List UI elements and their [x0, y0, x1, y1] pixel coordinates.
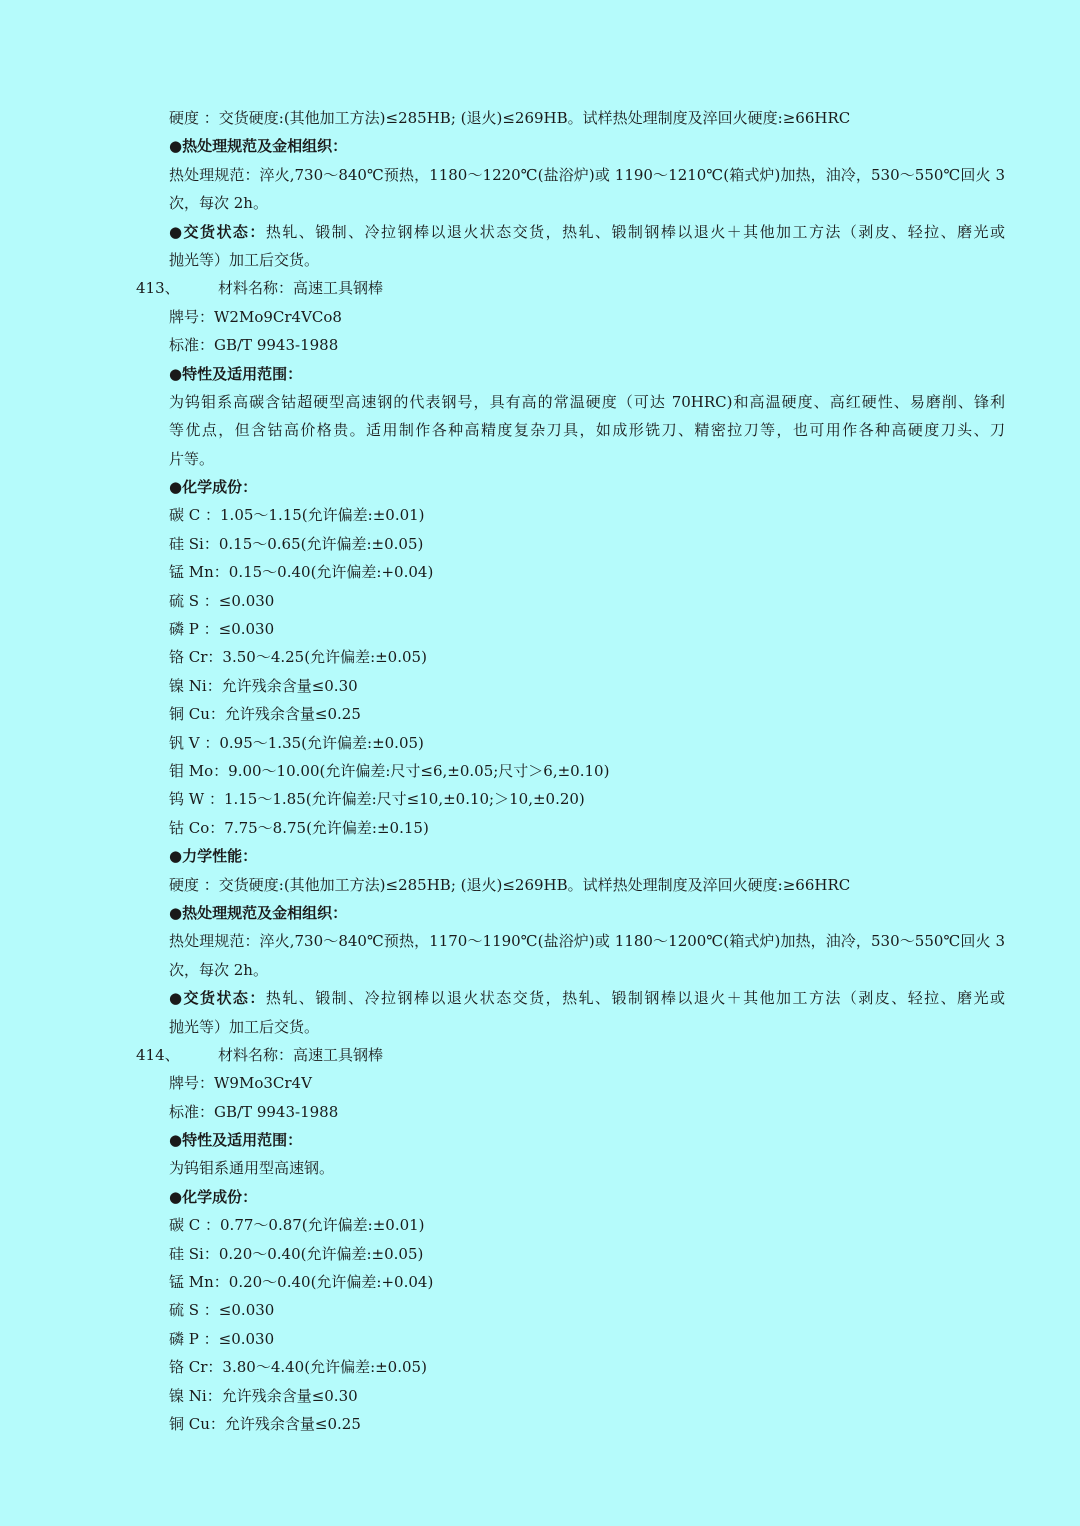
hardness-line: 硬度 ：交货硬度:(其他加工方法)≤285HB; (退火)≤269HB。试样热处理制度及淬回火硬度:≥66HRC [169, 875, 851, 894]
heat-treatment-line: 热处理规范：淬火,730～840℃预热，1170～1190℃(盐浴炉)或 1180～1200℃(箱式炉)加热，油冷，530～550℃回火 3 [169, 932, 1005, 951]
grade-line: 牌号：W9Mo3Cr4V [169, 1074, 312, 1093]
chem-phosphorus: 磷 P ：≤0.030 [169, 620, 275, 639]
chemistry-heading: ●化学成份： [169, 1187, 258, 1206]
heat-treatment-heading: ●热处理规范及金相组织： [169, 137, 348, 156]
chem-tungsten: 钨 W ：1.15～1.85(允许偏差:尺寸≤10,±0.10;＞10,±0.20) [169, 790, 585, 809]
heat-treatment-line: 热处理规范：淬火,730～840℃预热，1180～1220℃(盐浴炉)或 1190～1210℃(箱式炉)加热，油冷，530～550℃回火 3 [169, 165, 1005, 184]
properties-line: 为钨钼系通用型高速钢。 [169, 1159, 335, 1178]
chem-manganese: 锰 Mn：0.15～0.40(允许偏差:+0.04) [169, 563, 434, 582]
item-number: 414、 [136, 1045, 180, 1064]
item-number: 413、 [136, 279, 180, 298]
chem-nickel: 镍 Ni：允许残余含量≤0.30 [169, 1386, 358, 1405]
delivery-text: 热轧、锻制、冷拉钢棒以退火状态交货，热轧、锻制钢棒以退火＋其他加工方法（剥皮、轻拉、磨光或 [265, 989, 1005, 1008]
properties-line: 等优点，但含钴高价格贵。适用制作各种高精度复杂刀具，如成形铣刀、精密拉刀等，也可用作各种高硬度刀头、刀 [169, 421, 1005, 440]
heat-treatment-line: 次，每次 2h。 [169, 194, 268, 213]
chem-copper: 铜 Cu：允许残余含量≤0.25 [169, 1414, 361, 1433]
properties-heading: ●特性及适用范围： [169, 364, 303, 383]
chemistry-list [0, 501, 1080, 842]
properties-heading: ●特性及适用范围： [169, 1131, 303, 1150]
item-header-413 [0, 274, 1080, 302]
chem-phosphorus: 磷 P ：≤0.030 [169, 1329, 275, 1348]
delivery-label: ●交货状态： [169, 989, 266, 1008]
chem-copper: 铜 Cu：允许残余含量≤0.25 [169, 705, 361, 724]
properties-line: 为钨钼系高碳含钴超硬型高速钢的代表钢号，具有高的常温硬度（可达 70HRC)和高温硬度、高红硬性、易磨削、锋利 [169, 392, 1005, 411]
chem-chromium: 铬 Cr：3.50～4.25(允许偏差:±0.05) [169, 648, 427, 667]
chem-molybdenum: 钼 Mo：9.00～10.00(允许偏差:尺寸≤6,±0.05;尺寸＞6,±0.10) [169, 761, 610, 780]
delivery-label: ●交货状态： [169, 222, 266, 241]
chem-nickel: 镍 Ni：允许残余含量≤0.30 [169, 676, 358, 695]
delivery-line [169, 984, 1005, 1012]
material-name: 材料名称：高速工具钢棒 [218, 1045, 384, 1064]
properties-line: 片等。 [169, 449, 215, 468]
mechanical-heading: ●力学性能： [169, 847, 258, 866]
chem-sulfur: 硫 S ：≤0.030 [169, 591, 275, 610]
standard-line: 标准：GB/T 9943-1988 [169, 1102, 339, 1121]
grade-line: 牌号：W2Mo9Cr4VCo8 [169, 307, 342, 326]
heat-treatment-heading: ●热处理规范及金相组织： [169, 903, 348, 922]
chem-silicon: 硅 Si：0.15～0.65(允许偏差:±0.05) [169, 534, 424, 553]
delivery-line [169, 218, 1005, 246]
chem-sulfur: 硫 S ：≤0.030 [169, 1301, 275, 1320]
standard-line: 标准：GB/T 9943-1988 [169, 336, 339, 355]
hardness-line: 硬度 ：交货硬度:(其他加工方法)≤285HB; (退火)≤269HB。试样热处理制度及淬回火硬度:≥66HRC [169, 109, 851, 127]
chem-carbon: 碳 C ：0.77～0.87(允许偏差:±0.01) [169, 1216, 425, 1235]
chem-manganese: 锰 Mn：0.20～0.40(允许偏差:+0.04) [169, 1273, 434, 1292]
document-page [0, 104, 1080, 1438]
chem-silicon: 硅 Si：0.20～0.40(允许偏差:±0.05) [169, 1244, 424, 1263]
material-name: 材料名称：高速工具钢棒 [218, 279, 384, 298]
item-header-414 [0, 1041, 1080, 1069]
chem-vanadium: 钒 V ：0.95～1.35(允许偏差:±0.05) [169, 733, 424, 752]
chemistry-heading: ●化学成份： [169, 478, 258, 497]
delivery-line: 抛光等）加工后交货。 [169, 1017, 320, 1036]
heat-treatment-paragraph [0, 161, 1005, 218]
chem-cobalt: 钴 Co：7.75～8.75(允许偏差:±0.15) [169, 818, 429, 837]
chemistry-list [0, 1211, 1080, 1438]
delivery-paragraph [0, 218, 1005, 275]
delivery-paragraph [0, 984, 1005, 1041]
chem-chromium: 铬 Cr：3.80～4.40(允许偏差:±0.05) [169, 1358, 427, 1377]
properties-paragraph [0, 388, 1005, 473]
heat-treatment-line: 次，每次 2h。 [169, 960, 268, 979]
chem-carbon: 碳 C ：1.05～1.15(允许偏差:±0.01) [169, 506, 425, 525]
delivery-text: 热轧、锻制、冷拉钢棒以退火状态交货，热轧、锻制钢棒以退火＋其他加工方法（剥皮、轻拉、磨光或 [265, 222, 1005, 241]
heat-treatment-paragraph [0, 927, 1005, 984]
delivery-line: 抛光等）加工后交货。 [169, 250, 320, 269]
